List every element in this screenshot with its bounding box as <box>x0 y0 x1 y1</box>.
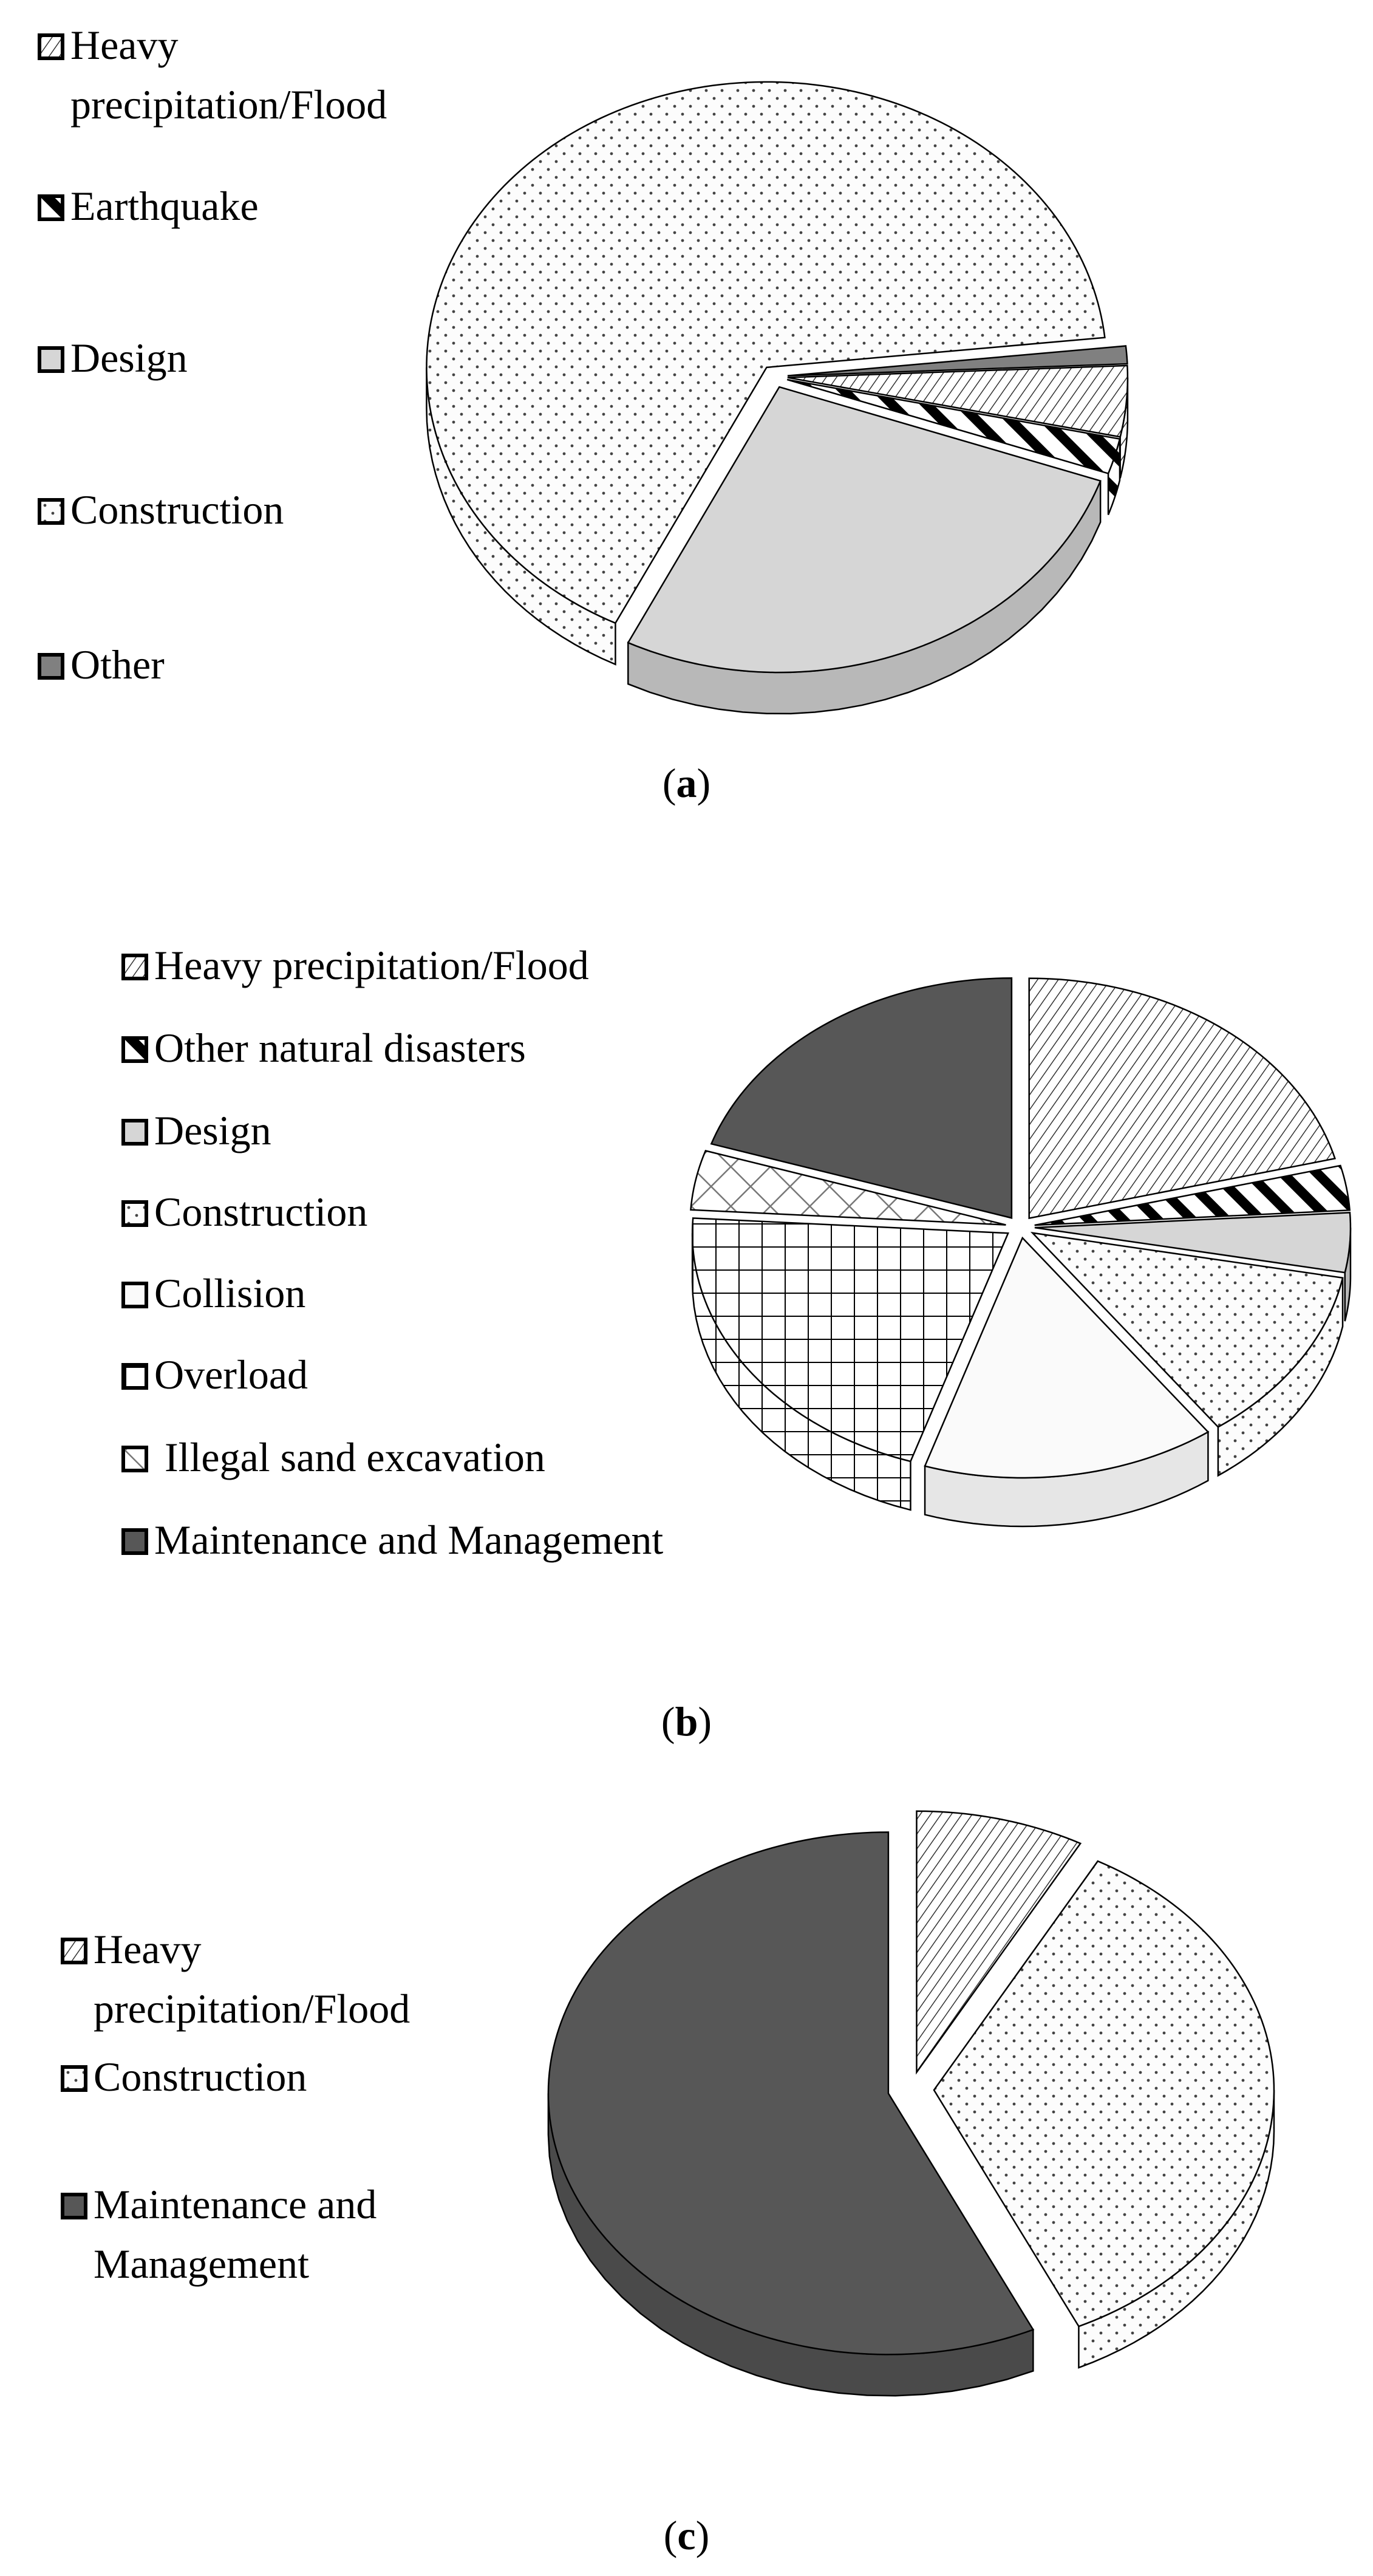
legend-label: Design <box>70 335 188 381</box>
legend-label: precipitation/Flood <box>94 1986 411 2032</box>
caption-a: (a) <box>662 760 711 806</box>
legend-label: Illegal sand excavation <box>154 1434 545 1480</box>
caption-letter: a <box>676 760 697 806</box>
caption-letter: b <box>675 1698 698 1744</box>
legend-label: precipitation/Flood <box>70 81 387 128</box>
legend-label: Management <box>94 2241 309 2287</box>
legend-label: Heavy <box>70 22 179 68</box>
caption-letter: c <box>677 2512 696 2558</box>
legend-label: Design <box>154 1107 271 1153</box>
legend-label: Other <box>70 641 165 688</box>
legend-label: Heavy <box>94 1926 202 1972</box>
legend-label: Construction <box>70 487 284 533</box>
legend-label: Heavy precipitation/Flood <box>154 942 589 988</box>
legend-label: Other natural disasters <box>154 1025 526 1071</box>
legend-label: Maintenance and Management <box>154 1517 664 1563</box>
legend-label: Construction <box>154 1189 368 1235</box>
legend-label: Maintenance and <box>94 2181 377 2227</box>
legend-label: Earthquake <box>70 183 259 229</box>
caption-b: (b) <box>661 1698 712 1744</box>
caption-c: (c) <box>663 2512 710 2558</box>
legend-label: Construction <box>94 2054 307 2100</box>
legend-label: Overload <box>154 1351 308 1398</box>
legend-label: Collision <box>154 1270 306 1316</box>
